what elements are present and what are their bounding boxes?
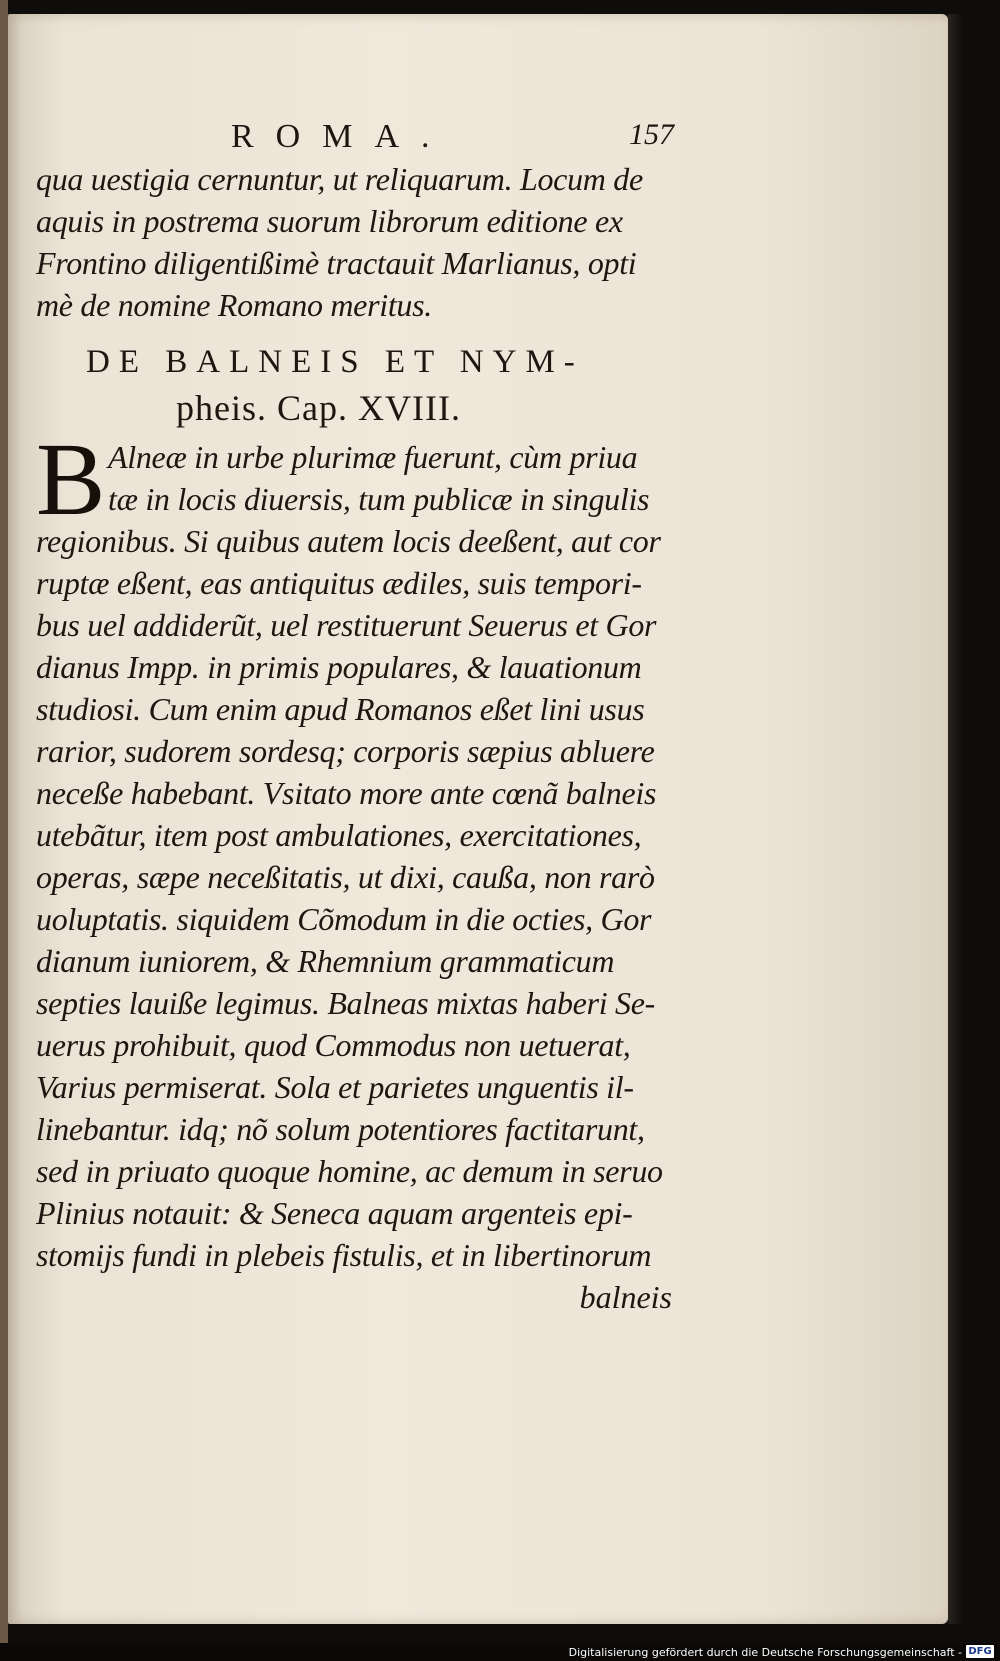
text-line: mè de nomine Romano meritus. bbox=[36, 287, 432, 323]
text-line: dianum iuniorem, & Rhemnium grammaticum bbox=[36, 943, 615, 979]
chapter-heading-line-1: DE BALNEIS ET NYM- bbox=[86, 344, 584, 380]
footer-credit: Digitalisierung gefördert durch die Deutsche Forschungsgemeinschaft - bbox=[568, 1646, 962, 1659]
chapter-heading-line-2: pheis. Cap. XVIII. bbox=[176, 388, 461, 428]
text-line: studiosi. Cum enim apud Romanos eßet lini usus bbox=[36, 691, 645, 727]
text-line: septies lauiße legimus. Balneas mixtas haberi Se- bbox=[36, 985, 655, 1021]
text-line: tæ in locis diuersis, tum publicæ in singulis bbox=[108, 481, 650, 517]
page-text-block bbox=[36, 118, 676, 1318]
text-line: sed in priuato quoque homine, ac demum in seruo bbox=[36, 1153, 663, 1189]
catchword: balneis bbox=[579, 1279, 672, 1315]
text-line: neceße habebant. Vsitato more ante cœnã balneis bbox=[36, 775, 657, 811]
text-line: Plinius notauit: & Seneca aquam argenteis epi- bbox=[36, 1195, 633, 1231]
text-line: bus uel addiderũt, uel restituerunt Seuerus et Gor bbox=[36, 607, 657, 643]
text-line: Varius permiserat. Sola et parietes unguentis il- bbox=[36, 1069, 634, 1105]
preceding-paragraph bbox=[36, 158, 676, 326]
text-line: regionibus. Si quibus autem locis deeßent, aut cor bbox=[36, 523, 661, 559]
page-number: 157 bbox=[629, 118, 674, 151]
drop-cap: B bbox=[36, 422, 106, 537]
text-line: ruptæ eßent, eas antiquitus ædiles, suis tempori- bbox=[36, 565, 642, 601]
text-line: uoluptatis. siquidem Cõmodum in die octies, Gor bbox=[36, 901, 652, 937]
running-head bbox=[36, 118, 676, 158]
text-line: linebantur. idq; nõ solum potentiores factitarunt, bbox=[36, 1111, 645, 1147]
text-line: qua uestigia cernuntur, ut reliquarum. Locum de bbox=[36, 161, 643, 197]
dfg-logo: DFG bbox=[966, 1645, 994, 1658]
text-line: Alneæ in urbe plurimæ fuerunt, cùm priua bbox=[108, 439, 638, 475]
book-spine-edge bbox=[0, 0, 8, 1661]
text-line: operas, sæpe neceßitatis, ut dixi, caußa, non rarò bbox=[36, 859, 655, 895]
text-line: dianus Impp. in primis populares, & lauationum bbox=[36, 649, 642, 685]
text-line: rarior, sudorem sordesq; corporis sæpius abluere bbox=[36, 733, 655, 769]
chapter-body bbox=[36, 422, 676, 1318]
text-line: utebãtur, item post ambulationes, exercitationes, bbox=[36, 817, 642, 853]
text-line: uerus prohibuit, quod Commodus non uetuerat, bbox=[36, 1027, 631, 1063]
page-edge-shadow bbox=[948, 14, 962, 1624]
text-line: Frontino diligentißimè tractauit Marlianus, opti bbox=[36, 245, 637, 281]
text-line: aquis in postrema suorum librorum editione ex bbox=[36, 203, 623, 239]
running-title: ROMA. bbox=[231, 118, 452, 155]
text-line: stomijs fundi in plebeis fistulis, et in libertinorum bbox=[36, 1237, 652, 1273]
